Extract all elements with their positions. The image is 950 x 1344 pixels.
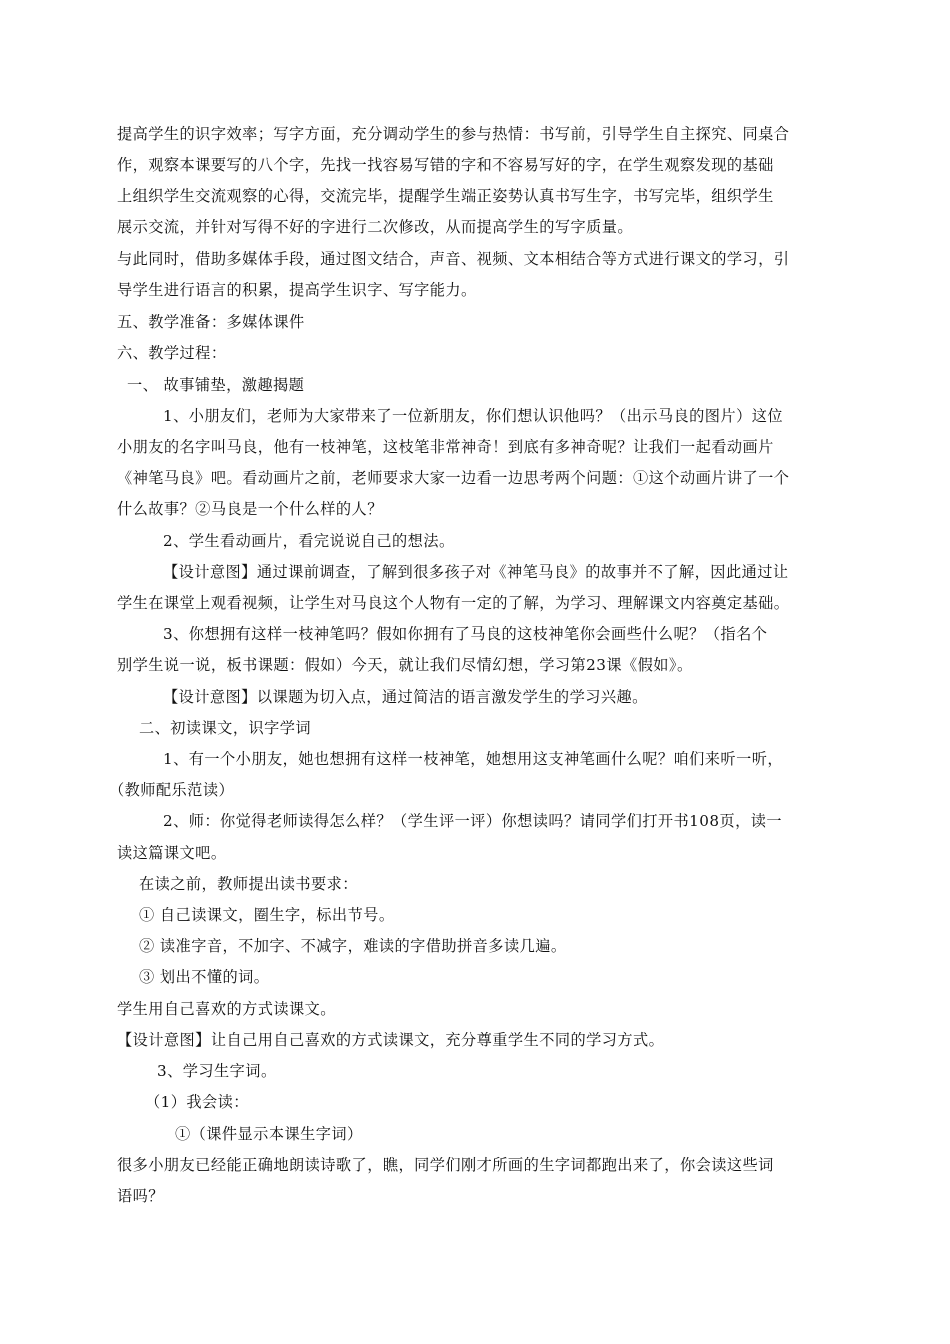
body-text-line: 与此同时，借助多媒体手段，通过图文结合，声音、视频、文本相结合等方式进行课文的学习，引 <box>117 250 790 268</box>
body-text-line: 提高学生的识字效率；写字方面，充分调动学生的参与热情：书写前，引导学生自主探究、同桌合 <box>117 125 790 143</box>
design-intent-line: 【设计意图】通过课前调查，了解到很多孩子对《神笔马良》的故事并不了解，因此通过让 <box>163 563 789 581</box>
body-text-line: 很多小朋友已经能正确地朗读诗歌了，瞧，同学们刚才所画的生字词都跑出来了，你会读这些词 <box>117 1156 774 1174</box>
body-text-line: （1）我会读： <box>145 1093 249 1111</box>
body-text-line: 3、学习生字词。 <box>157 1062 277 1080</box>
body-text-line: 别学生说一说，板书课题：假如）今天，就让我们尽情幻想，学习第23课《假如》。 <box>117 656 693 674</box>
section-heading: 六、教学过程： <box>117 344 227 362</box>
body-text-line: 1、有一个小朋友，她也想拥有这样一枝神笔，她想用这支神笔画什么呢？咱们来听一听， <box>163 750 783 768</box>
body-text-line: （教师配乐范读） <box>109 781 235 799</box>
body-text-line: 什么故事？②马良是一个什么样的人？ <box>117 500 383 518</box>
design-intent-line: 【设计意图】以课题为切入点，通过简洁的语言激发学生的学习兴趣。 <box>163 688 648 706</box>
body-text-line: 在读之前，教师提出读书要求： <box>139 875 358 893</box>
body-text-line: 2、师：你觉得老师读得怎么样？（学生评一评）你想读吗？请同学们打开书108页，读一 <box>163 812 783 830</box>
design-intent-line: 【设计意图】让自己用自己喜欢的方式读课文，充分尊重学生不同的学习方式。 <box>117 1031 665 1049</box>
body-text-line: 导学生进行语言的积累，提高学生识字、写字能力。 <box>117 281 477 299</box>
body-text-line: 2、学生看动画片，看完说说自己的想法。 <box>163 532 455 550</box>
body-text-line: 上组织学生交流观察的心得，交流完毕，提醒学生端正姿势认真书写生字，书写完毕，组织学生 <box>117 187 774 205</box>
section-heading: 五、教学准备：多媒体课件 <box>117 313 305 331</box>
body-text-line: 学生用自己喜欢的方式读课文。 <box>117 1000 336 1018</box>
body-text-line: 3、你想拥有这样一枝神笔吗？假如你拥有了马良的这枝神笔你会画些什么呢？（指名个 <box>163 625 768 643</box>
body-text-line: 学生在课堂上观看视频，让学生对马良这个人物有一定的了解，为学习、理解课文内容奠定基础。 <box>117 594 790 612</box>
subsection-heading: 二、初读课文，识字学词 <box>139 719 312 737</box>
list-item: ③ 划出不懂的词。 <box>139 968 270 986</box>
body-text-line: 读这篇课文吧。 <box>117 844 227 862</box>
body-text-line: ①（课件显示本课生字词） <box>175 1125 363 1143</box>
body-text-line: 小朋友的名字叫马良，他有一枝神笔，这枝笔非常神奇！到底有多神奇呢？让我们一起看动画片 <box>117 438 774 456</box>
subsection-heading: 一、 故事铺垫，激趣揭题 <box>127 376 305 394</box>
body-text-line: 1、小朋友们，老师为大家带来了一位新朋友，你们想认识他吗？（出示马良的图片）这位 <box>163 407 783 425</box>
body-text-line: 语吗？ <box>117 1187 164 1205</box>
body-text-line: 作，观察本课要写的八个字，先找一找容易写错的字和不容易写好的字，在学生观察发现的基础 <box>117 156 774 174</box>
body-text-line: 展示交流，并针对写得不好的字进行二次修改，从而提高学生的写字质量。 <box>117 218 634 236</box>
body-text-line: 《神笔马良》吧。看动画片之前，老师要求大家一边看一边思考两个问题：①这个动画片讲了一个 <box>117 469 790 487</box>
list-item: ① 自己读课文，圈生字，标出节号。 <box>139 906 395 924</box>
list-item: ② 读准字音，不加字、不减字，难读的字借助拼音多读几遍。 <box>139 937 567 955</box>
